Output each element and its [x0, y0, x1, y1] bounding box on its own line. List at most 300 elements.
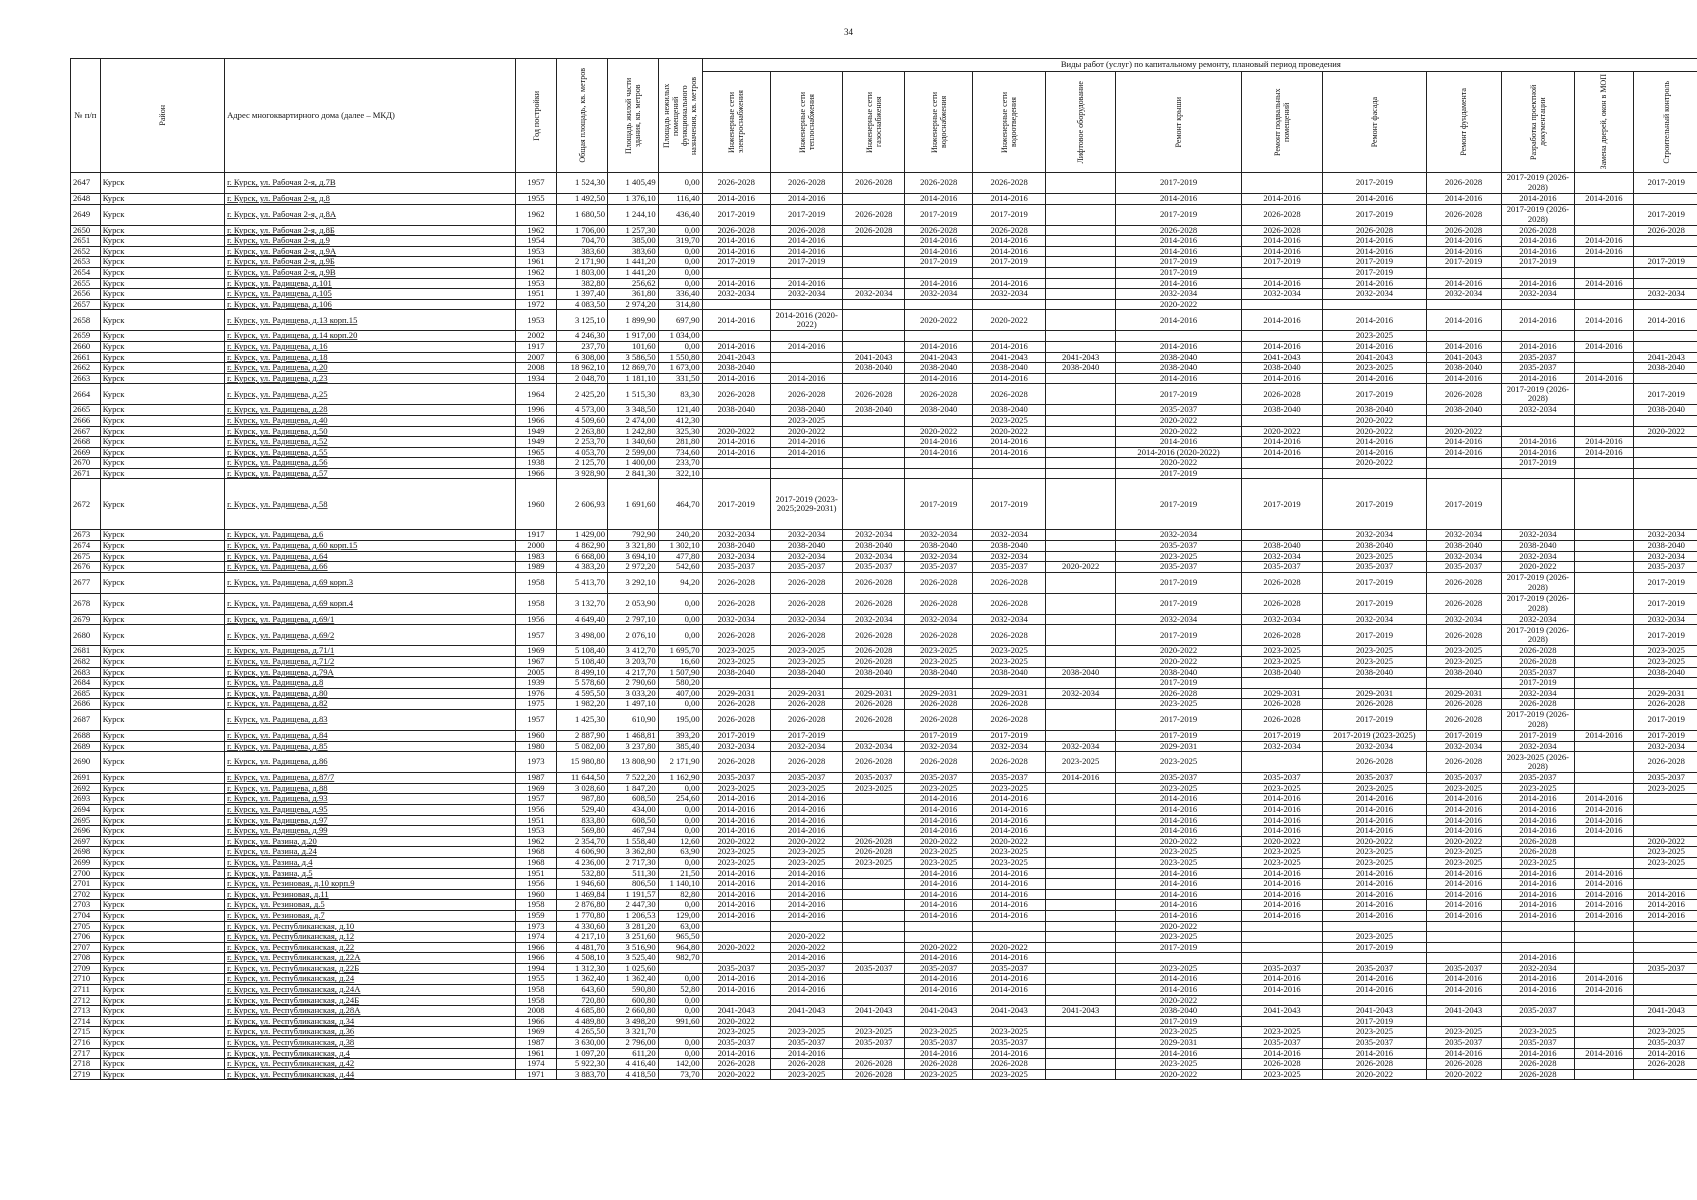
cell-nonliving-area: 240,20	[658, 530, 702, 541]
cell-gas	[843, 1016, 905, 1027]
cell-district: Курск	[100, 1027, 224, 1038]
cell-district: Курск	[100, 657, 224, 668]
cell-living-area: 3 033,20	[608, 688, 659, 699]
cell-basement: 2017-2019	[1241, 479, 1322, 530]
cell-gas	[843, 468, 905, 479]
cell-sewage: 2014-2016	[973, 900, 1046, 911]
cell-electric	[702, 678, 770, 689]
cell-design-docs: 2026-2028	[1501, 836, 1575, 847]
cell-elevator	[1045, 541, 1115, 552]
cell-living-area: 2 841,30	[608, 468, 659, 479]
cell-foundation	[1426, 415, 1501, 426]
cell-water: 2038-2040	[905, 667, 973, 678]
cell-elevator	[1045, 836, 1115, 847]
cell-water: 2020-2022	[905, 836, 973, 847]
cell-elevator	[1045, 257, 1115, 268]
cell-living-area: 600,80	[608, 995, 659, 1006]
cell-nonliving-area: 0,00	[658, 1038, 702, 1049]
cell-design-docs	[1501, 932, 1575, 943]
cell-year: 1957	[515, 794, 557, 805]
cell-basement: 2014-2016	[1241, 373, 1322, 384]
cell-sewage: 2020-2022	[973, 836, 1046, 847]
cell-roof: 2017-2019	[1116, 173, 1241, 194]
cell-facade: 2014-2016	[1323, 815, 1426, 826]
cell-electric: 2032-2034	[702, 741, 770, 752]
cell-foundation	[1426, 953, 1501, 964]
header-work-label: Инженерные сети теплоснабжения	[797, 91, 816, 153]
cell-sewage	[973, 458, 1046, 469]
cell-total-area: 4 330,60	[557, 921, 608, 932]
header-work-8	[1323, 72, 1426, 173]
cell-construction-control	[1633, 932, 1697, 943]
header-district-label: Район	[157, 105, 167, 126]
cell-elevator	[1045, 995, 1115, 1006]
cell-elevator	[1045, 783, 1115, 794]
cell-doors-windows	[1575, 667, 1633, 678]
cell-basement: 2038-2040	[1241, 667, 1322, 678]
cell-design-docs	[1501, 331, 1575, 342]
table-row	[71, 562, 1697, 573]
cell-total-area: 383,60	[557, 246, 608, 257]
cell-construction-control: 2017-2019	[1633, 173, 1697, 194]
cell-elevator	[1045, 921, 1115, 932]
cell-year: 2007	[515, 352, 557, 363]
cell-living-area: 3 237,80	[608, 741, 659, 752]
cell-basement: 2026-2028	[1241, 593, 1322, 614]
cell-roof: 2020-2022	[1116, 415, 1241, 426]
cell-facade: 2017-2019	[1323, 384, 1426, 405]
cell-heating: 2026-2028	[770, 710, 843, 731]
cell-address: г. Курск, ул. Республиканская, д.28А	[225, 1006, 516, 1017]
cell-total-area: 1 803,00	[557, 267, 608, 278]
table-row	[71, 236, 1697, 247]
cell-design-docs: 2032-2034	[1501, 688, 1575, 699]
cell-water: 2014-2016	[905, 447, 973, 458]
cell-num: 2666	[71, 415, 101, 426]
cell-gas: 2023-2025	[843, 783, 905, 794]
cell-gas: 2026-2028	[843, 225, 905, 236]
table-body	[71, 173, 1697, 1080]
cell-heating: 2014-2016	[770, 868, 843, 879]
cell-roof: 2017-2019	[1116, 1016, 1241, 1027]
cell-nonliving-area: 991,60	[658, 1016, 702, 1027]
cell-foundation: 2014-2016	[1426, 889, 1501, 900]
cell-num: 2647	[71, 173, 101, 194]
cell-heating: 2032-2034	[770, 614, 843, 625]
cell-electric: 2032-2034	[702, 530, 770, 541]
cell-district: Курск	[100, 562, 224, 573]
cell-num: 2705	[71, 921, 101, 932]
cell-basement: 2023-2025	[1241, 1027, 1322, 1038]
cell-construction-control: 2023-2025	[1633, 847, 1697, 858]
cell-roof	[1116, 953, 1241, 964]
cell-living-area: 13 808,90	[608, 752, 659, 773]
cell-facade	[1323, 995, 1426, 1006]
header-work-label: Инженерные сети газоснабжения	[864, 91, 883, 153]
cell-construction-control	[1633, 246, 1697, 257]
cell-gas: 2041-2043	[843, 1006, 905, 1017]
cell-address: г. Курск, ул. Радищева, д.58	[225, 479, 516, 530]
cell-district: Курск	[100, 373, 224, 384]
cell-year: 1961	[515, 257, 557, 268]
cell-roof: 2023-2025	[1116, 551, 1241, 562]
cell-electric: 2029-2031	[702, 688, 770, 699]
cell-year: 2008	[515, 363, 557, 374]
cell-year: 1989	[515, 562, 557, 573]
cell-gas	[843, 341, 905, 352]
cell-basement: 2014-2016	[1241, 246, 1322, 257]
cell-year: 1976	[515, 688, 557, 699]
cell-sewage: 2032-2034	[973, 551, 1046, 562]
cell-construction-control: 2020-2022	[1633, 836, 1697, 847]
cell-heating: 2029-2031	[770, 688, 843, 699]
cell-basement: 2014-2016	[1241, 804, 1322, 815]
cell-roof: 2017-2019	[1116, 572, 1241, 593]
cell-elevator	[1045, 426, 1115, 437]
cell-district: Курск	[100, 804, 224, 815]
cell-nonliving-area: 0,00	[658, 614, 702, 625]
cell-district: Курск	[100, 995, 224, 1006]
cell-design-docs	[1501, 1016, 1575, 1027]
cell-design-docs: 2017-2019 (2026-2028)	[1501, 625, 1575, 646]
cell-num: 2716	[71, 1038, 101, 1049]
cell-nonliving-area	[658, 963, 702, 974]
cell-num: 2674	[71, 541, 101, 552]
cell-facade: 2014-2016	[1323, 794, 1426, 805]
cell-heating	[770, 458, 843, 469]
cell-year: 1960	[515, 889, 557, 900]
cell-roof: 2014-2016	[1116, 974, 1241, 985]
table-row	[71, 551, 1697, 562]
cell-water: 2014-2016	[905, 900, 973, 911]
header-work-label: Инженерные сети водоснабжения	[929, 91, 948, 153]
cell-facade: 2029-2031	[1323, 688, 1426, 699]
cell-elevator	[1045, 625, 1115, 646]
cell-total-area: 382,80	[557, 278, 608, 289]
table-row	[71, 688, 1697, 699]
cell-sewage: 2017-2019	[973, 257, 1046, 268]
cell-foundation: 2014-2016	[1426, 194, 1501, 205]
cell-total-area: 11 644,50	[557, 773, 608, 784]
cell-roof: 2017-2019	[1116, 204, 1241, 225]
cell-district: Курск	[100, 699, 224, 710]
cell-total-area: 3 125,10	[557, 310, 608, 331]
cell-year: 1972	[515, 299, 557, 310]
cell-heating: 2023-2025	[770, 657, 843, 668]
cell-doors-windows	[1575, 678, 1633, 689]
cell-living-area: 1 191,57	[608, 889, 659, 900]
cell-design-docs: 2038-2040	[1501, 541, 1575, 552]
cell-basement: 2041-2043	[1241, 1006, 1322, 1017]
cell-doors-windows	[1575, 1016, 1633, 1027]
cell-total-area: 2 253,70	[557, 437, 608, 448]
cell-num: 2707	[71, 942, 101, 953]
cell-foundation	[1426, 267, 1501, 278]
cell-sewage: 2029-2031	[973, 688, 1046, 699]
cell-sewage	[973, 921, 1046, 932]
cell-electric	[702, 267, 770, 278]
cell-roof: 2023-2025	[1116, 963, 1241, 974]
cell-foundation: 2014-2016	[1426, 974, 1501, 985]
cell-elevator	[1045, 847, 1115, 858]
cell-heating: 2023-2025	[770, 857, 843, 868]
cell-facade: 2020-2022	[1323, 426, 1426, 437]
cell-address: г. Курск, ул. Радищева, д.57	[225, 468, 516, 479]
cell-district: Курск	[100, 731, 224, 742]
cell-roof: 2014-2016	[1116, 437, 1241, 448]
cell-year: 1938	[515, 458, 557, 469]
cell-year: 1968	[515, 847, 557, 858]
cell-water: 2014-2016	[905, 804, 973, 815]
cell-roof: 2029-2031	[1116, 1038, 1241, 1049]
cell-foundation	[1426, 331, 1501, 342]
cell-address: г. Курск, ул. Республиканская, д.4	[225, 1048, 516, 1059]
cell-num: 2711	[71, 985, 101, 996]
cell-nonliving-area: 331,50	[658, 373, 702, 384]
cell-year: 1987	[515, 773, 557, 784]
cell-district: Курск	[100, 194, 224, 205]
cell-sewage: 2035-2037	[973, 963, 1046, 974]
cell-district: Курск	[100, 1006, 224, 1017]
cell-year: 2005	[515, 667, 557, 678]
table-row	[71, 646, 1697, 657]
cell-gas: 2026-2028	[843, 1059, 905, 1070]
cell-total-area: 4 083,50	[557, 299, 608, 310]
cell-water	[905, 299, 973, 310]
cell-basement: 2014-2016	[1241, 985, 1322, 996]
cell-basement: 2026-2028	[1241, 699, 1322, 710]
cell-living-area: 2 717,30	[608, 857, 659, 868]
table-row	[71, 426, 1697, 437]
cell-heating: 2035-2037	[770, 562, 843, 573]
cell-district: Курск	[100, 783, 224, 794]
cell-water: 2032-2034	[905, 741, 973, 752]
cell-num: 2663	[71, 373, 101, 384]
cell-heating	[770, 352, 843, 363]
cell-gas: 2035-2037	[843, 773, 905, 784]
cell-foundation: 2032-2034	[1426, 530, 1501, 541]
cell-elevator: 2038-2040	[1045, 667, 1115, 678]
cell-construction-control: 2017-2019	[1633, 384, 1697, 405]
cell-construction-control: 2026-2028	[1633, 1059, 1697, 1070]
cell-year: 1962	[515, 267, 557, 278]
cell-basement: 2014-2016	[1241, 310, 1322, 331]
cell-doors-windows	[1575, 953, 1633, 964]
cell-basement: 2035-2037	[1241, 773, 1322, 784]
cell-sewage	[973, 995, 1046, 1006]
cell-total-area: 2 354,70	[557, 836, 608, 847]
cell-water: 2026-2028	[905, 699, 973, 710]
cell-foundation: 2032-2034	[1426, 289, 1501, 300]
cell-water: 2014-2016	[905, 889, 973, 900]
cell-total-area: 532,80	[557, 868, 608, 879]
cell-total-area: 4 246,30	[557, 331, 608, 342]
cell-nonliving-area: 121,40	[658, 405, 702, 416]
cell-living-area: 256,62	[608, 278, 659, 289]
cell-design-docs: 2014-2016	[1501, 246, 1575, 257]
cell-electric: 2014-2016	[702, 868, 770, 879]
table-row	[71, 572, 1697, 593]
cell-sewage: 2014-2016	[973, 879, 1046, 890]
cell-heating: 2038-2040	[770, 667, 843, 678]
cell-total-area: 5 413,70	[557, 572, 608, 593]
cell-basement: 2032-2034	[1241, 614, 1322, 625]
table-row	[71, 1016, 1697, 1027]
cell-construction-control: 2035-2037	[1633, 963, 1697, 974]
cell-address: г. Курск, ул. Радищева, д.20	[225, 363, 516, 374]
cell-district: Курск	[100, 236, 224, 247]
cell-year: 1973	[515, 921, 557, 932]
cell-doors-windows	[1575, 614, 1633, 625]
cell-year: 1951	[515, 868, 557, 879]
cell-elevator: 2020-2022	[1045, 562, 1115, 573]
cell-electric	[702, 299, 770, 310]
cell-facade: 2023-2025	[1323, 331, 1426, 342]
cell-year: 1965	[515, 447, 557, 458]
cell-gas: 2035-2037	[843, 963, 905, 974]
cell-elevator	[1045, 405, 1115, 416]
cell-basement: 2026-2028	[1241, 625, 1322, 646]
cell-year: 1957	[515, 173, 557, 194]
cell-water: 2023-2025	[905, 1069, 973, 1080]
cell-roof: 2017-2019	[1116, 384, 1241, 405]
cell-nonliving-area: 0,00	[658, 246, 702, 257]
cell-district: Курск	[100, 921, 224, 932]
cell-total-area: 3 928,90	[557, 468, 608, 479]
cell-total-area: 5 578,60	[557, 678, 608, 689]
table-row	[71, 1069, 1697, 1080]
cell-doors-windows	[1575, 299, 1633, 310]
cell-living-area: 792,90	[608, 530, 659, 541]
cell-basement: 2026-2028	[1241, 572, 1322, 593]
cell-living-area: 2 076,10	[608, 625, 659, 646]
cell-living-area: 1 025,60	[608, 963, 659, 974]
cell-facade: 2038-2040	[1323, 405, 1426, 416]
cell-construction-control	[1633, 1016, 1697, 1027]
cell-construction-control: 2017-2019	[1633, 731, 1697, 742]
cell-nonliving-area: 1 673,00	[658, 363, 702, 374]
cell-construction-control	[1633, 953, 1697, 964]
cell-nonliving-area: 0,00	[658, 783, 702, 794]
cell-facade: 2041-2043	[1323, 1006, 1426, 1017]
cell-basement: 2017-2019	[1241, 257, 1322, 268]
cell-basement: 2035-2037	[1241, 1038, 1322, 1049]
cell-construction-control: 2014-2016	[1633, 910, 1697, 921]
cell-basement: 2014-2016	[1241, 868, 1322, 879]
cell-doors-windows: 2014-2016	[1575, 985, 1633, 996]
table-row	[71, 699, 1697, 710]
cell-gas	[843, 921, 905, 932]
cell-address: г. Курск, ул. Радищева, д.69/1	[225, 614, 516, 625]
header-work-5	[1045, 72, 1115, 173]
cell-num: 2678	[71, 593, 101, 614]
cell-district: Курск	[100, 773, 224, 784]
cell-basement	[1241, 173, 1322, 194]
cell-design-docs: 2014-2016	[1501, 236, 1575, 247]
table-row	[71, 995, 1697, 1006]
cell-address: г. Курск, ул. Республиканская, д.42	[225, 1059, 516, 1070]
cell-year: 1956	[515, 804, 557, 815]
cell-district: Курск	[100, 572, 224, 593]
cell-elevator	[1045, 910, 1115, 921]
cell-foundation: 2026-2028	[1426, 752, 1501, 773]
cell-foundation: 2014-2016	[1426, 437, 1501, 448]
cell-total-area: 3 028,60	[557, 783, 608, 794]
cell-heating: 2014-2016	[770, 879, 843, 890]
cell-basement: 2014-2016	[1241, 815, 1322, 826]
cell-water: 2014-2016	[905, 373, 973, 384]
cell-doors-windows	[1575, 479, 1633, 530]
cell-foundation: 2038-2040	[1426, 405, 1501, 416]
cell-elevator: 2032-2034	[1045, 741, 1115, 752]
cell-gas	[843, 194, 905, 205]
table-row	[71, 815, 1697, 826]
cell-basement: 2014-2016	[1241, 910, 1322, 921]
cell-nonliving-area: 1 140,10	[658, 879, 702, 890]
cell-doors-windows	[1575, 710, 1633, 731]
cell-nonliving-area: 21,50	[658, 868, 702, 879]
cell-living-area: 2 474,00	[608, 415, 659, 426]
cell-district: Курск	[100, 900, 224, 911]
cell-total-area: 5 108,40	[557, 646, 608, 657]
cell-facade: 2026-2028	[1323, 225, 1426, 236]
table-row	[71, 741, 1697, 752]
cell-roof: 2014-2016	[1116, 815, 1241, 826]
cell-year: 1983	[515, 551, 557, 562]
cell-facade: 2020-2022	[1323, 836, 1426, 847]
cell-water: 2032-2034	[905, 289, 973, 300]
cell-elevator	[1045, 657, 1115, 668]
cell-heating: 2020-2022	[770, 942, 843, 953]
cell-design-docs	[1501, 479, 1575, 530]
cell-foundation: 2014-2016	[1426, 246, 1501, 257]
cell-doors-windows: 2014-2016	[1575, 278, 1633, 289]
cell-num: 2696	[71, 826, 101, 837]
cell-roof: 2014-2016	[1116, 826, 1241, 837]
cell-water: 2014-2016	[905, 194, 973, 205]
cell-nonliving-area: 436,40	[658, 204, 702, 225]
cell-foundation: 2017-2019	[1426, 479, 1501, 530]
cell-sewage: 2014-2016	[973, 974, 1046, 985]
cell-facade: 2020-2022	[1323, 1069, 1426, 1080]
cell-nonliving-area: 0,00	[658, 173, 702, 194]
header-work-label: Ремонт фасада	[1369, 96, 1379, 148]
cell-heating: 2014-2016	[770, 794, 843, 805]
cell-sewage: 2014-2016	[973, 826, 1046, 837]
cell-facade: 2023-2025	[1323, 783, 1426, 794]
cell-basement: 2014-2016	[1241, 794, 1322, 805]
cell-electric: 2023-2025	[702, 847, 770, 858]
cell-water: 2014-2016	[905, 910, 973, 921]
cell-facade	[1323, 468, 1426, 479]
cell-nonliving-area: 116,40	[658, 194, 702, 205]
cell-electric: 2026-2028	[702, 225, 770, 236]
cell-year: 1969	[515, 783, 557, 794]
cell-elevator	[1045, 468, 1115, 479]
cell-year: 2008	[515, 1006, 557, 1017]
cell-year: 1987	[515, 1038, 557, 1049]
cell-facade: 2026-2028	[1323, 1059, 1426, 1070]
cell-address: г. Курск, ул. Радищева, д.84	[225, 731, 516, 742]
cell-foundation: 2038-2040	[1426, 363, 1501, 374]
header-work-label: Инженерные сети водоотведения	[1000, 91, 1019, 153]
cell-gas: 2026-2028	[843, 836, 905, 847]
cell-facade: 2032-2034	[1323, 530, 1426, 541]
cell-construction-control	[1633, 942, 1697, 953]
cell-design-docs: 2017-2019 (2026-2028)	[1501, 384, 1575, 405]
cell-year: 1949	[515, 426, 557, 437]
cell-electric: 2014-2016	[702, 879, 770, 890]
